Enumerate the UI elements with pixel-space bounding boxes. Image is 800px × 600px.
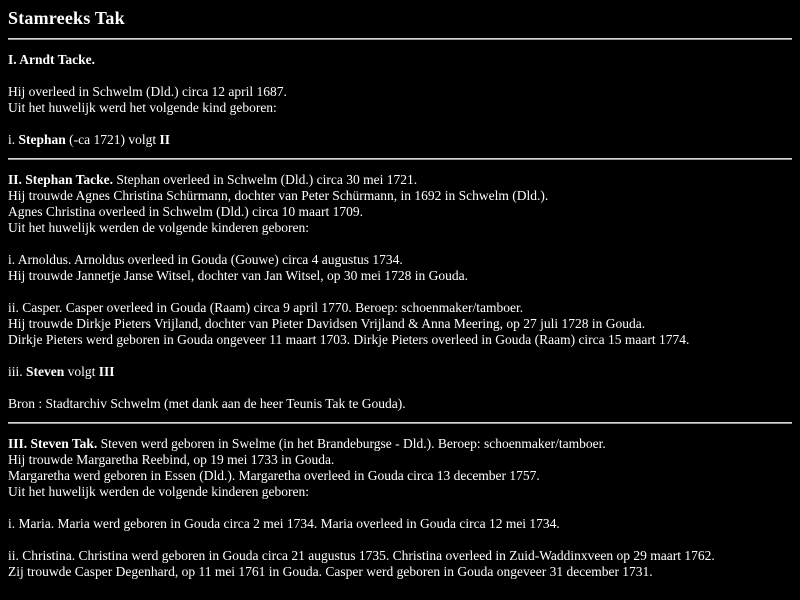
page-title: Stamreeks Tak <box>8 8 125 28</box>
text: ii. Christina. Christina werd geboren in Gouda circa 21 augustus 1735. Christina overleed in Zuid-Waddinxveen op 29 maart 1762. <box>8 548 715 563</box>
text: Hij trouwde Margaretha Reebind, op 19 mei 1733 in Gouda. <box>8 452 335 467</box>
bold-text: I. Arndt Tacke. <box>8 52 96 67</box>
text-line <box>8 300 792 316</box>
section-divider <box>8 422 792 424</box>
bold-text: III. Steven Tak. <box>8 436 98 451</box>
text-line <box>8 484 792 500</box>
text-line <box>8 332 792 348</box>
text: Steven werd geboren in Swelme (in het Brandeburgse - Dld.). Beroep: schoenmaker/tamboer. <box>97 436 606 451</box>
bold-text: III <box>98 364 115 379</box>
text-line <box>8 252 792 268</box>
bold-text: II. Stephan Tacke. <box>8 172 114 187</box>
text-line <box>8 548 792 564</box>
text: Uit het huwelijk werden de volgende kinderen geboren: <box>8 220 310 235</box>
paragraph <box>8 300 792 348</box>
text: Hij trouwde Dirkje Pieters Vrijland, dochter van Pieter Davidsen Vrijland & Anna Meering, op 27 juli 1728 in Gouda. <box>8 316 646 331</box>
generation-section-I <box>8 52 792 148</box>
text: Hij trouwde Agnes Christina Schürmann, dochter van Peter Schürmann, in 1692 in Schwelm (Dld.). <box>8 188 549 203</box>
text-line <box>8 84 792 100</box>
text-line <box>8 132 792 148</box>
text-line <box>8 364 792 380</box>
text-line <box>8 396 792 412</box>
text-line <box>8 100 792 116</box>
text-line <box>8 516 792 532</box>
paragraph <box>8 132 792 148</box>
paragraph <box>8 52 792 68</box>
text: iii. <box>8 364 27 379</box>
text-line <box>8 220 792 236</box>
text: Margaretha werd geboren in Essen (Dld.). Margaretha overleed in Gouda circa 13 december 1757. <box>8 468 540 483</box>
text: Dirkje Pieters werd geboren in Gouda ongeveer 11 maart 1703. Dirkje Pieters overleed in Gouda (Raam) circa 15 maart 1774. <box>8 332 690 347</box>
paragraph <box>8 396 792 412</box>
text-line <box>8 452 792 468</box>
text-line <box>8 436 792 452</box>
text: i. Arnoldus. Arnoldus overleed in Gouda (Gouwe) circa 4 augustus 1734. <box>8 252 403 267</box>
text: volgt <box>64 364 99 379</box>
document-body <box>8 52 792 580</box>
generation-section-II <box>8 172 792 412</box>
paragraph <box>8 516 792 532</box>
text: Bron : Stadtarchiv Schwelm (met dank aan de heer Teunis Tak te Gouda). <box>8 396 406 411</box>
bold-text: Steven <box>26 364 65 379</box>
text: Uit het huwelijk werden de volgende kinderen geboren: <box>8 484 310 499</box>
text-line <box>8 468 792 484</box>
paragraph <box>8 252 792 284</box>
text: ii. Casper. Casper overleed in Gouda (Raam) circa 9 april 1770. Beroep: schoenmaker/tamboer. <box>8 300 524 315</box>
section-divider <box>8 158 792 160</box>
text: Zij trouwde Casper Degenhard, op 11 mei 1761 in Gouda. Casper werd geboren in Gouda ongeveer 31 december 1731. <box>8 564 653 579</box>
section-divider <box>8 38 792 40</box>
paragraph <box>8 172 792 236</box>
text: i. <box>8 132 19 147</box>
text-line <box>8 188 792 204</box>
paragraph <box>8 548 792 580</box>
generation-section-III <box>8 436 792 580</box>
text-line <box>8 564 792 580</box>
text: Hij trouwde Jannetje Janse Witsel, dochter van Jan Witsel, op 30 mei 1728 in Gouda. <box>8 268 468 283</box>
paragraph <box>8 364 792 380</box>
text-line <box>8 172 792 188</box>
text-line <box>8 316 792 332</box>
bold-text: II <box>159 132 171 147</box>
text-line <box>8 268 792 284</box>
paragraph <box>8 84 792 116</box>
bold-text: Stephan <box>18 132 66 147</box>
paragraph <box>8 436 792 500</box>
text-line <box>8 52 792 68</box>
text: (-ca 1721) volgt <box>65 132 160 147</box>
text: Uit het huwelijk werd het volgende kind geboren: <box>8 100 277 115</box>
text: i. Maria. Maria werd geboren in Gouda circa 2 mei 1734. Maria overleed in Gouda circa 12 mei 1734. <box>8 516 560 531</box>
text-line <box>8 204 792 220</box>
text: Hij overleed in Schwelm (Dld.) circa 12 april 1687. <box>8 84 287 99</box>
text: Agnes Christina overleed in Schwelm (Dld.) circa 10 maart 1709. <box>8 204 364 219</box>
text: Stephan overleed in Schwelm (Dld.) circa 30 mei 1721. <box>113 172 418 187</box>
